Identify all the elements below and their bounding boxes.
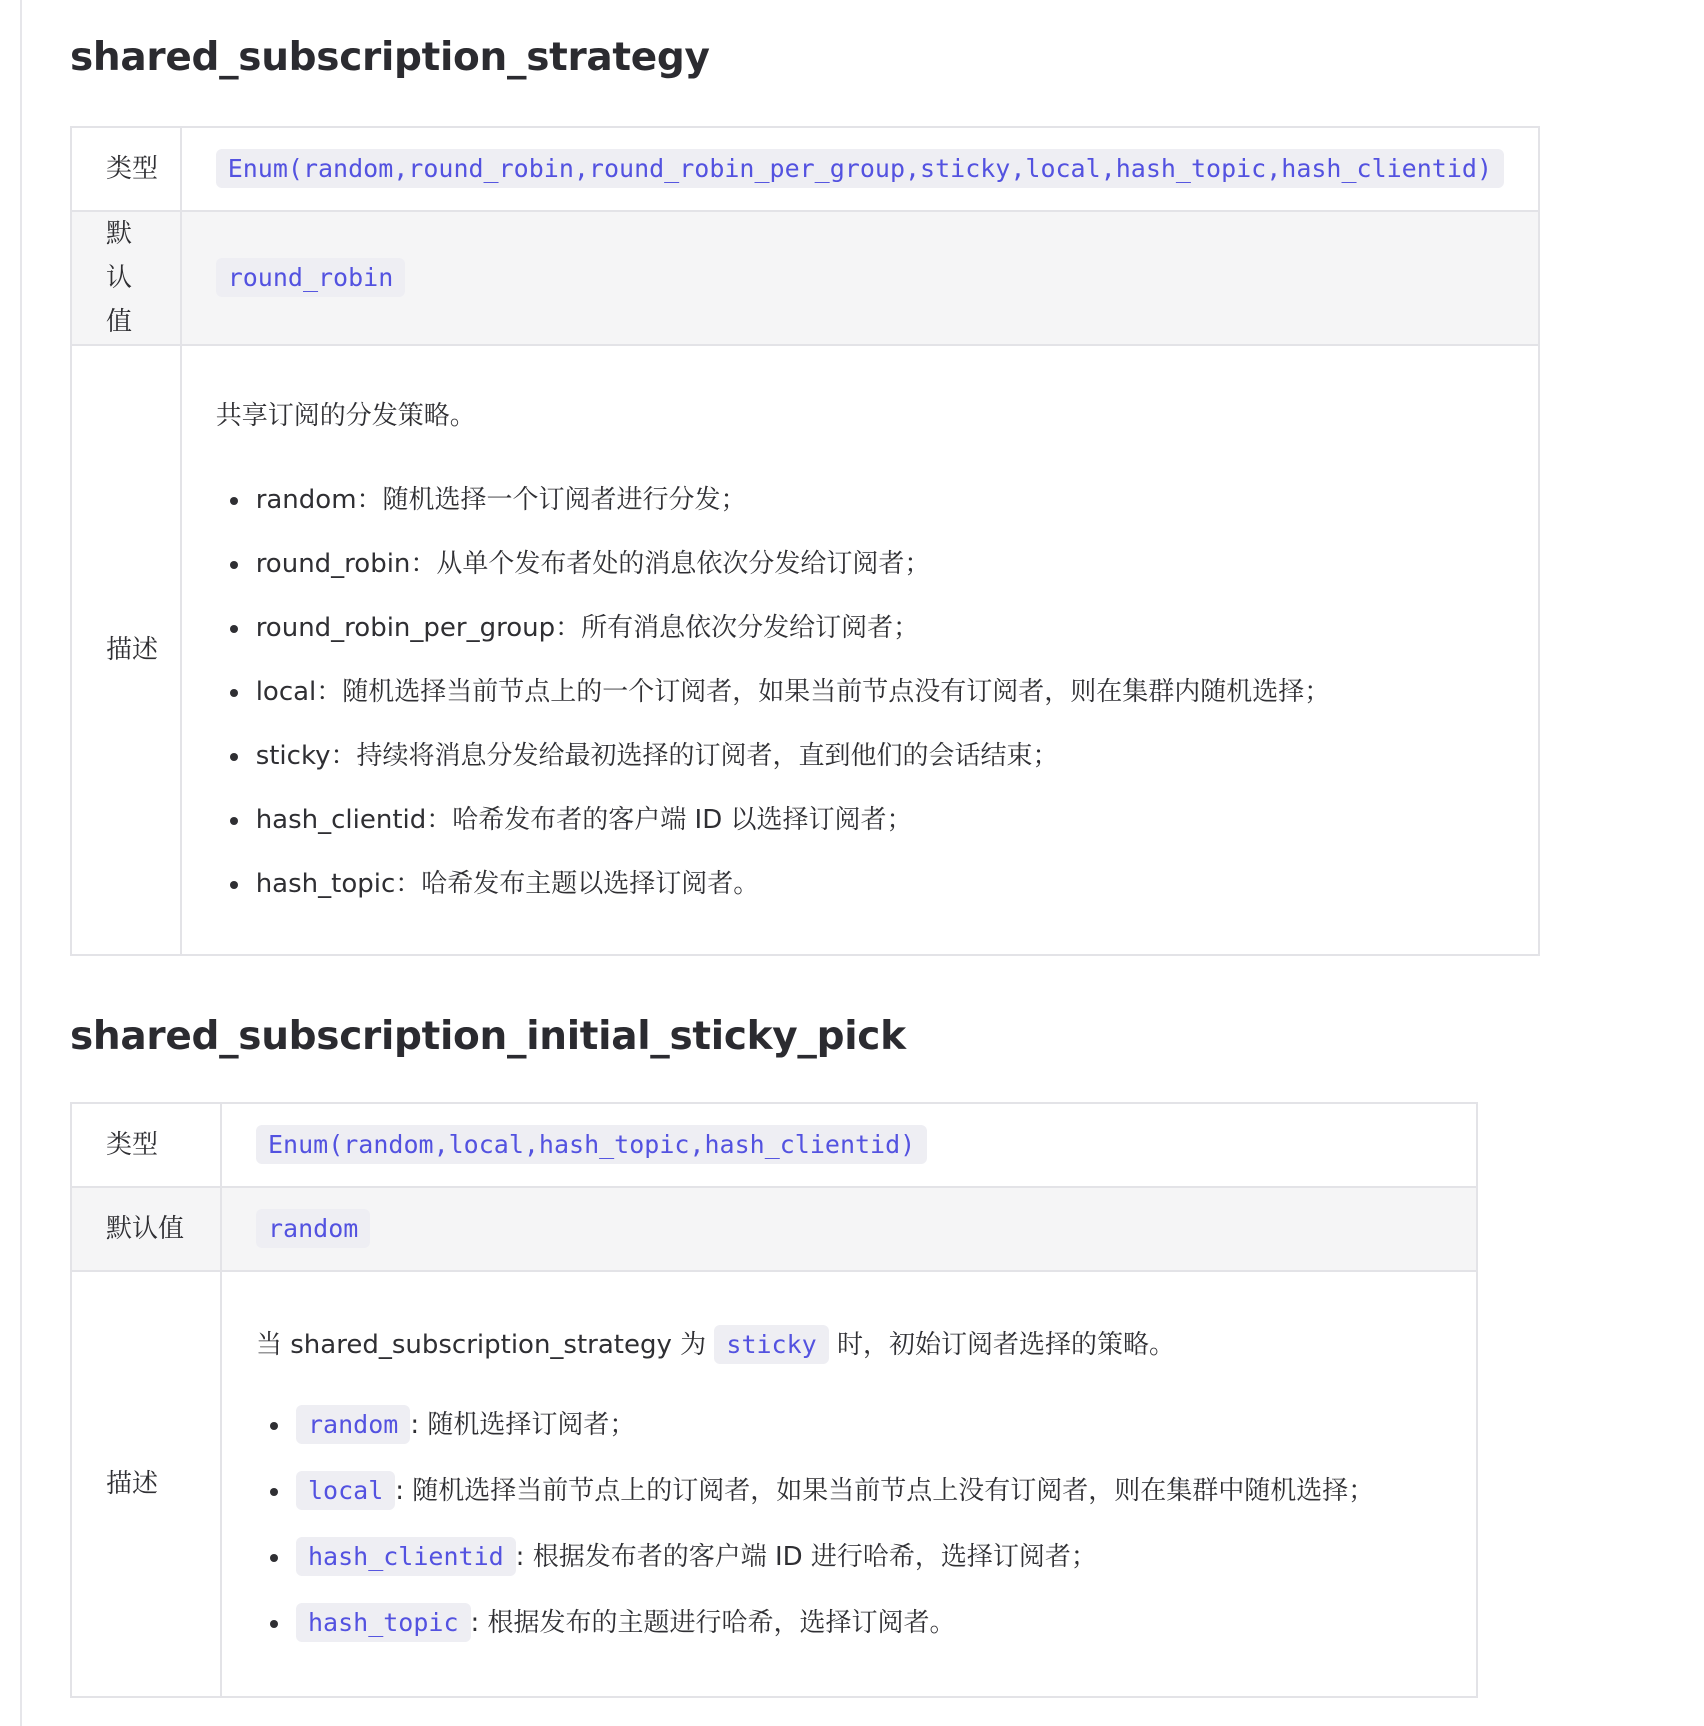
default-label: 默认值	[71, 211, 181, 345]
default-value: round_robin	[216, 258, 406, 297]
strategy-list	[216, 480, 1504, 904]
list-item: round_robin_per_group：所有消息依次分发给订阅者；	[256, 608, 1504, 648]
row-description	[71, 1271, 1477, 1697]
list-item: hash_clientid：哈希发布者的客户端 ID 以选择订阅者；	[256, 800, 1504, 840]
section-title: shared_subscription_strategy	[70, 35, 710, 80]
description-cell	[181, 345, 1539, 955]
description-intro: 当 shared_subscription_strategy 为 sticky 时，初始订阅者选择的策略。	[256, 1325, 1442, 1365]
description-cell	[221, 1271, 1477, 1697]
left-border	[20, 0, 22, 1726]
default-value-cell	[181, 211, 1539, 345]
list-item: local：随机选择当前节点上的一个订阅者，如果当前节点没有订阅者，则在集群内随机选择；	[256, 672, 1504, 712]
type-value-cell	[221, 1103, 1477, 1187]
section-shared-subscription-initial-sticky-pick	[70, 1012, 1375, 1638]
list-item: hash_topic : 根据发布的主题进行哈希，选择订阅者。	[296, 1603, 1442, 1643]
type-value: Enum(random,local,hash_topic,hash_clientid)	[256, 1125, 927, 1164]
section-shared-subscription-strategy	[70, 33, 1492, 899]
list-item: round_robin：从单个发布者处的消息依次分发给订阅者；	[256, 544, 1504, 584]
config-table	[70, 126, 1540, 956]
item-code: random	[296, 1405, 410, 1444]
row-type	[71, 1103, 1477, 1187]
list-item: hash_topic：哈希发布主题以选择订阅者。	[256, 864, 1504, 904]
strategy-list	[256, 1405, 1442, 1643]
item-code: hash_clientid	[296, 1537, 516, 1576]
row-description	[71, 345, 1539, 955]
type-value: Enum(random,round_robin,round_robin_per_group,sticky,local,hash_topic,hash_clientid)	[216, 149, 1504, 188]
row-default	[71, 211, 1539, 345]
item-code: hash_topic	[296, 1603, 471, 1642]
default-value: random	[256, 1209, 370, 1248]
type-label: 类型	[71, 127, 181, 211]
description-label: 描述	[71, 1271, 221, 1697]
type-value-cell	[181, 127, 1539, 211]
list-item: random : 随机选择订阅者；	[296, 1405, 1442, 1445]
description-label: 描述	[71, 345, 181, 955]
config-table	[70, 1102, 1478, 1698]
list-item: hash_clientid : 根据发布者的客户端 ID 进行哈希，选择订阅者；	[296, 1537, 1442, 1577]
inline-code-sticky: sticky	[714, 1325, 828, 1364]
default-label: 默认值	[71, 1187, 221, 1271]
list-item: random：随机选择一个订阅者进行分发；	[256, 480, 1504, 520]
list-item: sticky：持续将消息分发给最初选择的订阅者，直到他们的会话结束；	[256, 736, 1504, 776]
description-intro: 共享订阅的分发策略。	[215, 401, 476, 431]
type-label: 类型	[71, 1103, 221, 1187]
item-code: local	[296, 1471, 395, 1510]
section-title: shared_subscription_initial_sticky_pick	[70, 1014, 906, 1059]
row-type	[71, 127, 1539, 211]
row-default	[71, 1187, 1477, 1271]
default-value-cell	[221, 1187, 1477, 1271]
list-item: local : 随机选择当前节点上的订阅者，如果当前节点上没有订阅者，则在集群中随机选择；	[296, 1471, 1442, 1511]
